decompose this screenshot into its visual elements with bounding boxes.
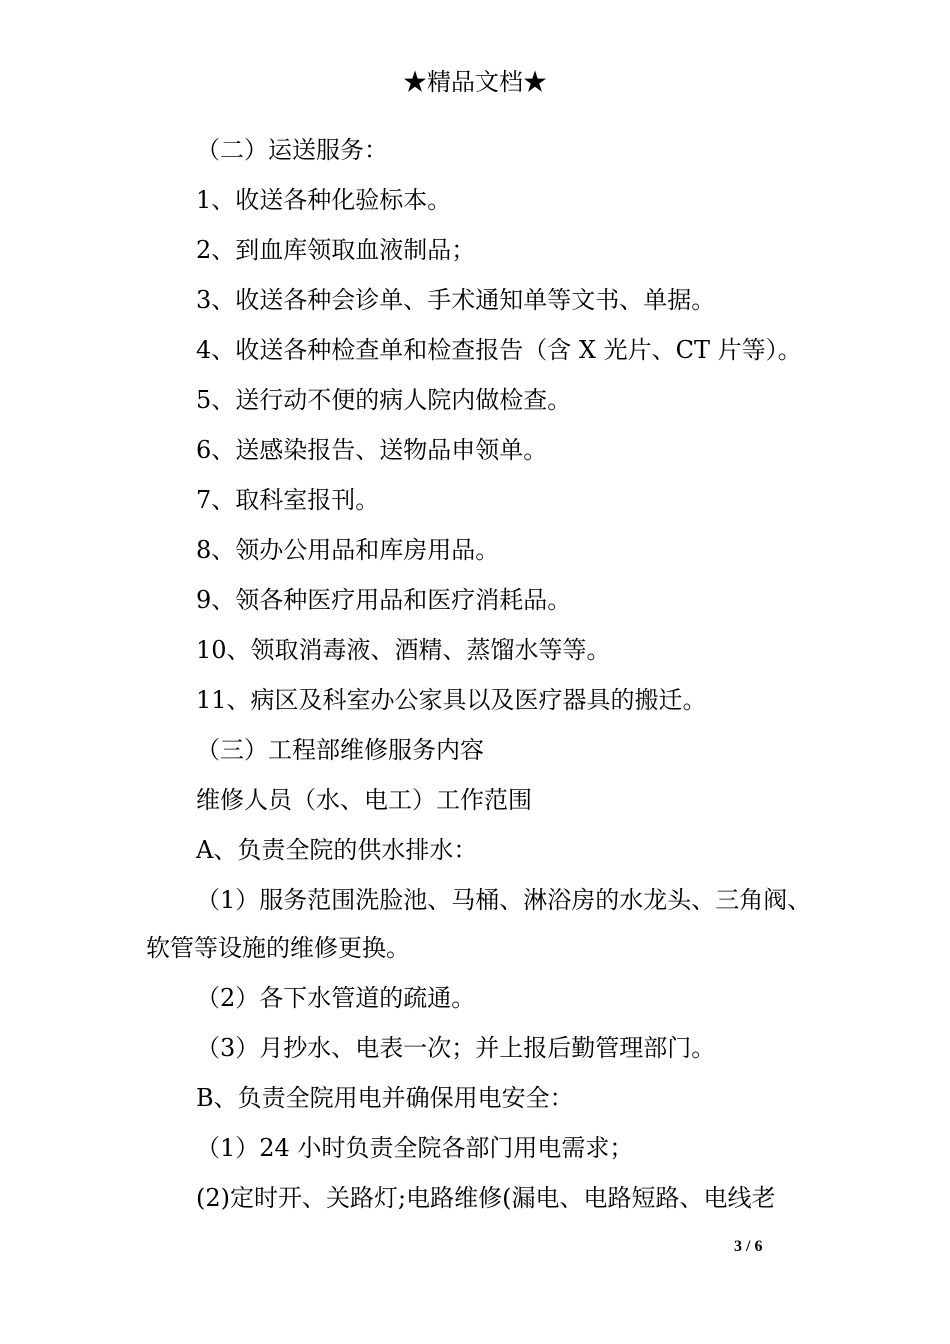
- item-heading-a: A、负责全院的供水排水：: [196, 836, 478, 864]
- paragraph-line: （1）24 小时负责全院各部门用电需求；: [196, 1134, 634, 1162]
- list-item: 1、收送各种化验标本。: [196, 186, 452, 214]
- paragraph-line: （2）各下水管道的疏通。: [196, 984, 476, 1012]
- list-item: 11、病区及科室办公家具以及医疗器具的搬迁。: [196, 686, 707, 714]
- list-item: 6、送感染报告、送物品申领单。: [196, 436, 548, 464]
- list-item: 2、到血库领取血液制品；: [196, 236, 476, 264]
- document-header: ★精品文档★: [403, 68, 547, 96]
- list-item: 3、收送各种会诊单、手术通知单等文书、单据。: [196, 286, 716, 314]
- paragraph-line: (2)定时开、关路灯;电路维修(漏电、电路短路、电线老: [196, 1184, 776, 1212]
- list-item: 7、取科室报刊。: [196, 486, 380, 514]
- list-item: 8、领办公用品和库房用品。: [196, 536, 500, 564]
- list-item: 5、送行动不便的病人院内做检查。: [196, 386, 572, 414]
- subsection-title: 维修人员（水、电工）工作范围: [196, 786, 532, 814]
- section-heading-maintenance: （三）工程部维修服务内容: [196, 736, 484, 764]
- paragraph-line: （1）服务范围洗脸池、马桶、淋浴房的水龙头、三角阀、: [196, 886, 812, 914]
- section-heading-transport: （二）运送服务：: [196, 136, 388, 164]
- page-number: 3 / 6: [734, 1238, 763, 1255]
- paragraph-line: （3）月抄水、电表一次；并上报后勤管理部门。: [196, 1034, 716, 1062]
- list-item: 9、领各种医疗用品和医疗消耗品。: [196, 586, 572, 614]
- list-item: 10、领取消毒液、酒精、蒸馏水等等。: [196, 636, 611, 664]
- item-heading-b: B、负责全院用电并确保用电安全：: [196, 1084, 574, 1112]
- list-item: 4、收送各种检查单和检查报告（含 X 光片、CT 片等）。: [196, 336, 802, 364]
- paragraph-line: 软管等设施的维修更换。: [146, 934, 410, 962]
